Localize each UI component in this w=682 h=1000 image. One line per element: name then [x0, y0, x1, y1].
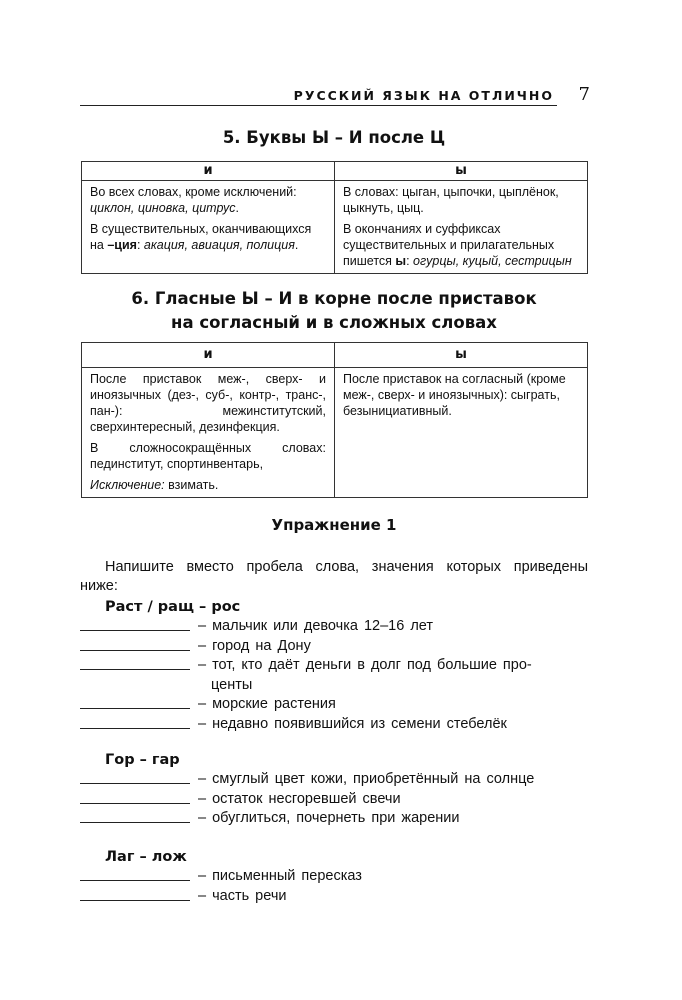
answer-blank[interactable]	[80, 656, 190, 670]
section6-col-i: и	[82, 343, 335, 368]
exercise-line: – город на Дону	[80, 637, 590, 657]
section5-col-y: ы	[335, 162, 588, 181]
exercise-line: – недавно появившийся из семени стебелёк	[80, 715, 590, 735]
exercise-line: – морские растения	[80, 695, 590, 715]
section5-i-rule2: В существительных, оканчивающихся на –ция: акация, авиация, полиция.	[90, 222, 312, 252]
answer-blank[interactable]	[80, 887, 190, 901]
definition: город на Дону	[212, 637, 311, 654]
section5-y-rule2: В окончаниях и суффиксах существительных и прилагательных пишется ы: огурцы, куцый, сестрицын	[343, 222, 572, 268]
answer-blank[interactable]	[80, 770, 190, 784]
section6-cell-y	[335, 368, 588, 498]
exercise-line: – письменный пересказ	[80, 867, 590, 887]
definition: мальчик или девочка 12–16 лет	[212, 618, 434, 634]
answer-blank[interactable]	[80, 637, 190, 651]
exercise-line: – обуглиться, почернеть при жарении	[80, 809, 590, 829]
section6-i-exception: Исключение: взимать.	[90, 478, 219, 492]
group-title: Гор – гар	[105, 752, 180, 768]
definition: письменный пересказ	[212, 868, 362, 884]
exercise-line: – мальчик или девочка 12–16 лет	[80, 617, 590, 637]
definition: обуглиться, почернеть при жарении	[212, 810, 460, 826]
page-number: 7	[578, 84, 590, 105]
exercise-line: – тот, кто даёт деньги в долг под большие про- центы	[80, 656, 590, 695]
answer-blank[interactable]	[80, 617, 190, 631]
running-title: РУССКИЙ ЯЗЫК НА ОТЛИЧНО	[293, 88, 554, 103]
definition: часть речи	[212, 887, 287, 904]
word-group-rast	[80, 597, 590, 734]
definition: морские растения	[212, 696, 336, 712]
exercise-intro: Напишите вместо пробела слова, значения которых приведены ниже:	[80, 559, 588, 594]
word-group-gor	[80, 750, 590, 829]
answer-blank[interactable]	[80, 695, 190, 709]
exercise-line: – остаток несгоревшей свечи	[80, 790, 590, 810]
section5-table	[81, 161, 588, 274]
section6-col-y: ы	[335, 343, 588, 368]
word-group-lag	[80, 847, 590, 906]
answer-blank[interactable]	[80, 790, 190, 804]
definition: смуглый цвет кожи, приобретённый на солнце	[212, 771, 535, 787]
section5-y-rule1: В словах: цыган, цыпочки, цыплёнок, цыкнуть, цыц.	[343, 185, 559, 215]
section6-cell-i	[82, 368, 335, 498]
exercise-title: Упражнение 1	[271, 516, 397, 534]
answer-blank[interactable]	[80, 809, 190, 823]
section6-title: 6. Гласные Ы – И в корне после приставок на согласный и в сложных словах	[131, 289, 537, 332]
page-header	[80, 84, 600, 106]
group-title: Лаг – лож	[105, 849, 187, 865]
section5-cell-i	[82, 181, 335, 274]
section5-title: 5. Буквы Ы – И после Ц	[222, 128, 446, 147]
definition: тот, кто даёт деньги в долг под большие про-	[212, 657, 532, 673]
group-title: Раст / ращ – рос	[105, 599, 241, 615]
exercise-line: – часть речи	[80, 887, 590, 907]
answer-blank[interactable]	[80, 715, 190, 729]
section5-i-rule1: Во всех словах, кроме исключений: циклон, циновка, цитрус.	[90, 185, 297, 215]
section6-y-rule1: После приставок на согласный (кроме меж-, сверх- и иноязычных): сыграть, безынициативный.	[343, 372, 566, 418]
exercise-line: – смуглый цвет кожи, приобретённый на солнце	[80, 770, 590, 790]
definition: недавно появившийся из семени стебелёк	[212, 715, 507, 732]
answer-blank[interactable]	[80, 867, 190, 881]
section5-col-i: и	[82, 162, 335, 181]
section6-i-rule2: В сложносокращённых словах: пединститут, спортинвентарь,	[90, 441, 326, 471]
section6-i-rule1: После приставок меж-, сверх- и иноязычных (дез-, суб-, контр-, транс-, пан-): межинститутский, сверхинтересный, дезинфекция.	[90, 372, 326, 434]
definition-continuation: центы	[211, 676, 253, 693]
section5-cell-y	[335, 181, 588, 274]
header-rule	[80, 105, 557, 106]
section6-table	[81, 342, 588, 498]
definition: остаток несгоревшей свечи	[212, 790, 401, 807]
